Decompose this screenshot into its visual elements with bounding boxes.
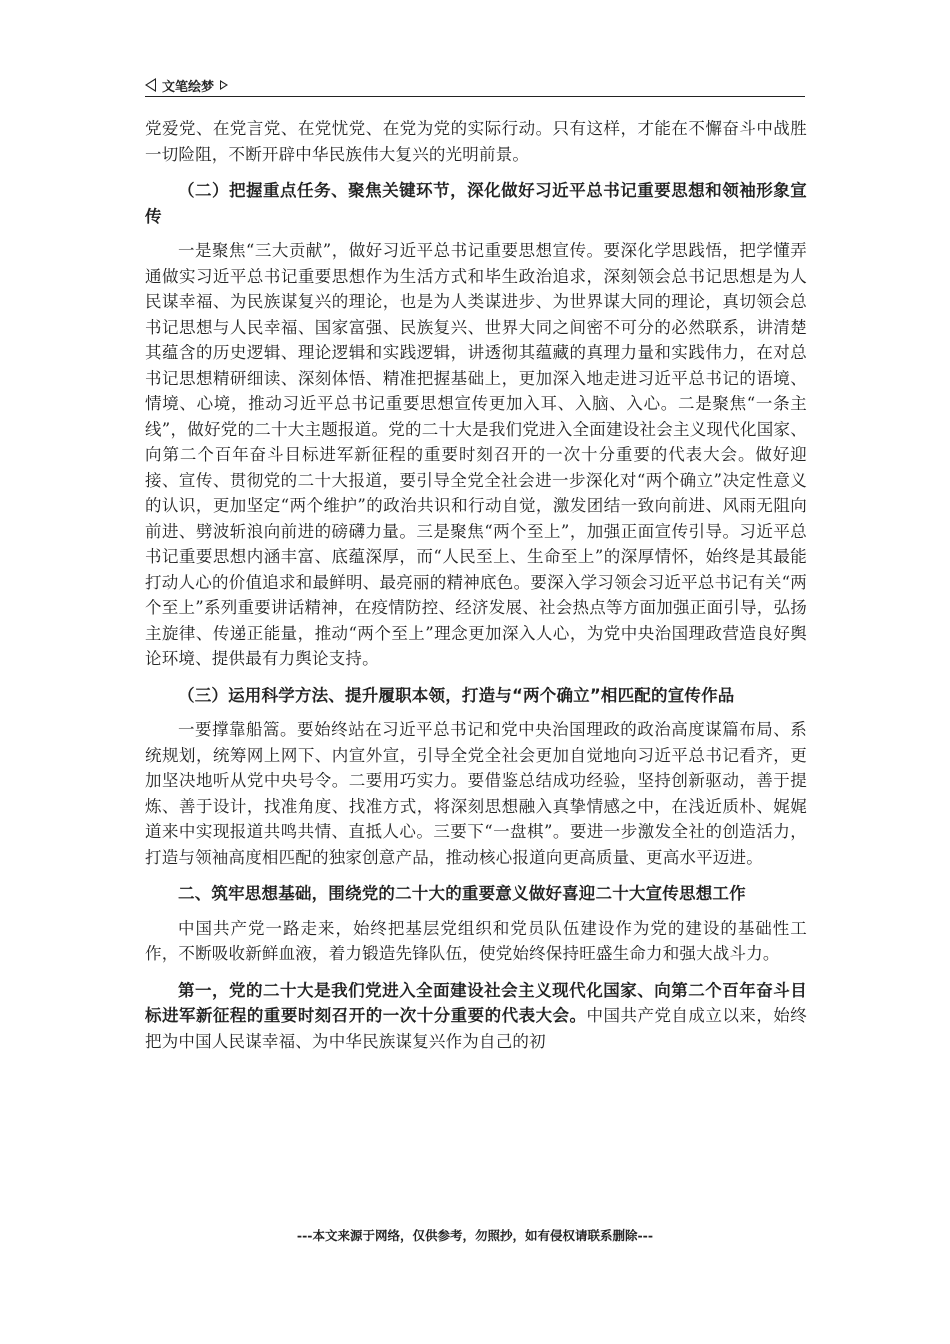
page-header (145, 74, 805, 97)
triangle-left-icon (145, 78, 156, 92)
triangle-right-icon (220, 80, 228, 90)
section-heading: （三）运用科学方法、提升履职本领，打造与“两个确立”相匹配的宣传作品 (178, 685, 735, 705)
bold-lead-sentence: 第一，党的二十大是我们党进入全面建设社会主义现代化国家、向第二个百年奋斗目标进军新征程的重要时刻召开的一次十分重要的代表大会。 (145, 980, 807, 1025)
section-heading: 二、筑牢思想基础，围绕党的二十大的重要意义做好喜迎二十大宣传思想工作 (178, 884, 746, 903)
section-heading: （二）把握重点任务、聚焦关键环节，深化做好习近平总书记重要思想和领袖形象宣传 (145, 181, 807, 226)
paragraph: 一要撑靠船篙。要始终站在习近平总书记和党中央治国理政的政治高度谋篇布局、系统规划，统筹网上网下、内宣外宣，引导全党全社会更加自觉地向习近平总书记看齐，更加坚决地听从党中央号令。二要用巧实力。要借鉴总结成功经验，坚持创新驱动，善于提炼、善于设计，找准角度、找准方式，将深刻思想融入真挚情感之中，在浅近质朴、娓娓道来中实现报道共鸣共情、直抵人心。三要下“一盘棋”。要进一步激发全社的创造活力，打造与领袖高度相匹配的独家创意产品，推动核心报道向更高质量、更高水平迈进。 (145, 720, 807, 867)
document-body (145, 116, 807, 1054)
page-footer: ---本文来源于网络，仅供参考，勿照抄，如有侵权请联系删除--- (296, 1228, 654, 1243)
paragraph-text: 中国共产党自成立以来，始终把为中国人民谋幸福、为中华民族谋复兴作为自己的初 (145, 1006, 807, 1051)
paragraph: 一是聚焦“三大贡献”，做好习近平总书记重要思想宣传。要深化学思践悟，把学懂弄通做实习近平总书记重要思想作为生活方式和毕生政治追求，深刻领会总书记思想是为人民谋幸福、为民族谋复兴的理论，也是为人类谋进步、为世界谋大同的理论，真切领会总书记思想与人民幸福、国家富强、民族复兴、世界大同之间密不可分的必然联系，讲清楚其蕴含的历史逻辑、理论逻辑和实践逻辑，讲透彻其蕴藏的真理力量和实践伟力，在对总书记思想精研细读、深刻体悟、精准把握基础上，更加深入地走进习近平总书记的语境、情境、心境，推动习近平总书记重要思想宣传更加入耳、入脑、入心。二是聚焦“一条主线”，做好党的二十大主题报道。党的二十大是我们党进入全面建设社会主义现代化国家、向第二个百年奋斗目标进军新征程的重要时刻召开的一次十分重要的代表大会。做好迎接、宣传、贯彻党的二十大报道，要引导全党全社会进一步深化对“两个确立”决定性意义的认识，更加坚定“两个维护”的政治共识和行动自觉，激发团结一致向前进、风雨无阻向前进、劈波斩浪向前进的磅礴力量。三是聚焦“两个至上”，加强正面宣传引导。习近平总书记重要思想内涵丰富、底蕴深厚，而“人民至上、生命至上”的深厚情怀，始终是其最能打动人心的价值追求和最鲜明、最亮丽的精神底色。要深入学习领会习近平总书记有关“两个至上”系列重要讲话精神，在疫情防控、经济发展、社会热点等方面加强正面引导，弘扬主旋律、传递正能量，推动“两个至上”理念更加深入人心，为党中央治国理政营造良好舆论环境、提供最有力舆论支持。 (145, 241, 807, 668)
paragraph (145, 978, 807, 1055)
paragraph: 党爱党、在党言党、在党忧党、在党为党的实际行动。只有这样，才能在不懈奋斗中战胜一切险阻，不断开辟中华民族伟大复兴的光明前景。 (145, 119, 807, 164)
header-title: 文笔绘梦 (162, 79, 215, 95)
paragraph: 中国共产党一路走来，始终把基层党组织和党员队伍建设作为党的建设的基础性工作，不断吸收新鲜血液，着力锻造先锋队伍，使党始终保持旺盛生命力和强大战斗力。 (145, 918, 807, 963)
